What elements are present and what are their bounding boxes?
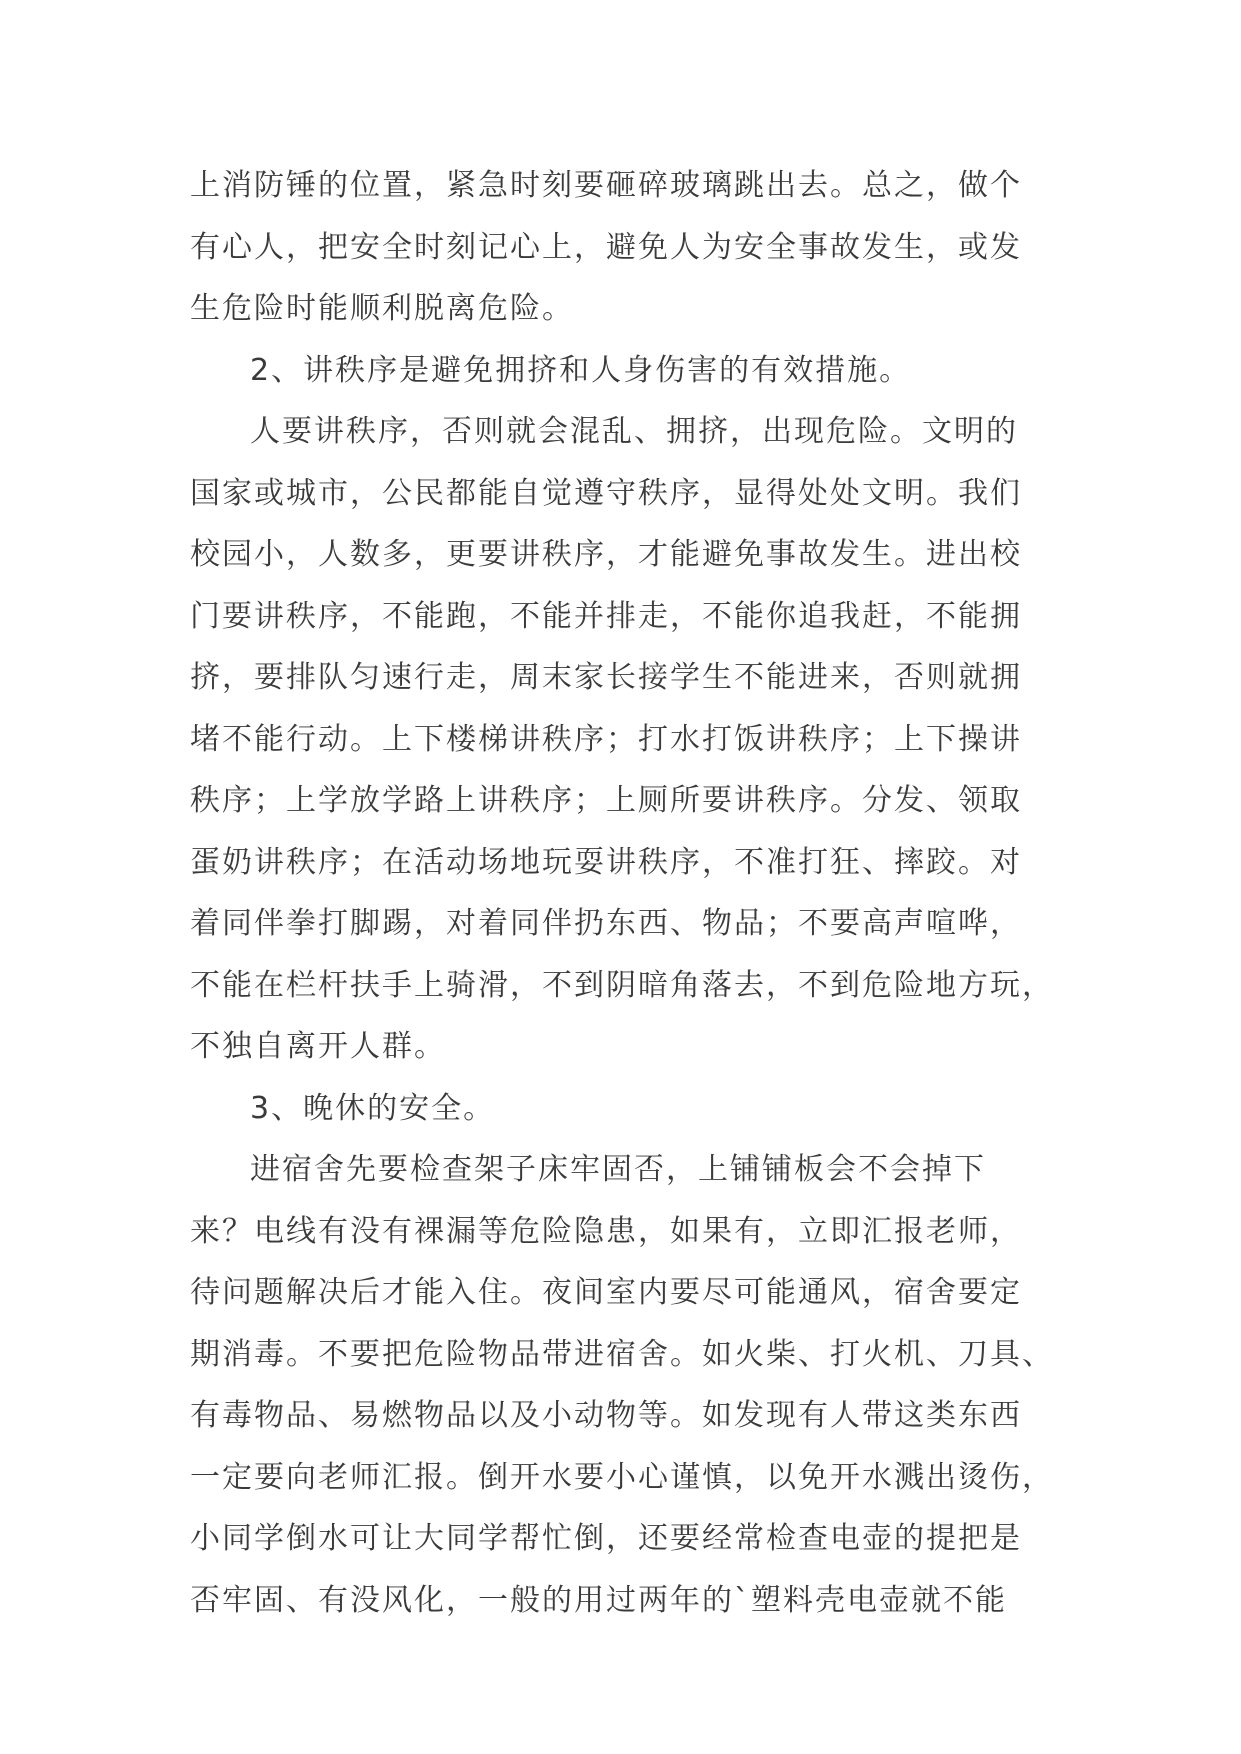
- text-line: 挤，要排队匀速行走，周末家长接学生不能进来，否则就拥: [190, 660, 1022, 695]
- text-line: 期消毒。不要把危险物品带进宿舍。如火柴、打火机、刀具、: [190, 1336, 1054, 1372]
- text-line: 门要讲秩序，不能跑，不能并排走，不能你追我赶，不能拥: [190, 598, 1022, 634]
- text-line: 着同伴拳打脚踢，对着同伴扔东西、物品；不要高声喧哗，: [190, 906, 1022, 941]
- text-line: 国家或城市，公民都能自觉遵守秩序，显得处处文明。我们: [190, 475, 1022, 511]
- text-line: 不能在栏杆扶手上骑滑，不到阴暗角落去，不到危险地方玩，: [190, 967, 1054, 1003]
- text-line: 有毒物品、易燃物品以及小动物等。如发现有人带这类东西: [190, 1398, 1022, 1433]
- text-line: 生危险时能顺利脱离危险。: [190, 291, 574, 326]
- text-line: 秩序；上学放学路上讲秩序；上厕所要讲秩序。分发、领取: [190, 783, 1022, 818]
- text-line: 否牢固、有没风化，一般的用过两年的`塑料壳电壶就不能: [190, 1582, 1007, 1618]
- text-line: 2、讲秩序是避免拥挤和人身伤害的有效措施。: [250, 352, 912, 388]
- text-line: 不独自离开人群。: [190, 1029, 446, 1064]
- text-line: 人要讲秩序，否则就会混乱、拥挤，出现危险。文明的: [250, 414, 1018, 449]
- text-line: 校园小，人数多，更要讲秩序，才能避免事故发生。进出校: [190, 537, 1022, 572]
- body-text: [190, 155, 1054, 1631]
- text-line: 蛋奶讲秩序；在活动场地玩耍讲秩序，不准打狂、摔跤。对: [190, 844, 1022, 880]
- text-line: 有心人，把安全时刻记心上，避免人为安全事故发生，或发: [190, 229, 1022, 265]
- text-line: 进宿舍先要检查架子床牢固否，上铺铺板会不会掉下: [250, 1152, 986, 1187]
- text-line: 来？电线有没有裸漏等危险隐患，如果有，立即汇报老师，: [190, 1213, 1022, 1249]
- text-line: 待问题解决后才能入住。夜间室内要尽可能通风，宿舍要定: [190, 1275, 1022, 1310]
- text-line: 一定要向老师汇报。倒开水要小心谨慎，以免开水溅出烫伤，: [190, 1459, 1054, 1495]
- text-line: 小同学倒水可让大同学帮忙倒，还要经常检查电壶的提把是: [190, 1521, 1022, 1556]
- text-line: 3、晚休的安全。: [250, 1090, 496, 1126]
- text-line: 上消防锤的位置，紧急时刻要砸碎玻璃跳出去。总之，做个: [190, 168, 1022, 203]
- text-line: 堵不能行动。上下楼梯讲秩序；打水打饭讲秩序；上下操讲: [190, 721, 1022, 757]
